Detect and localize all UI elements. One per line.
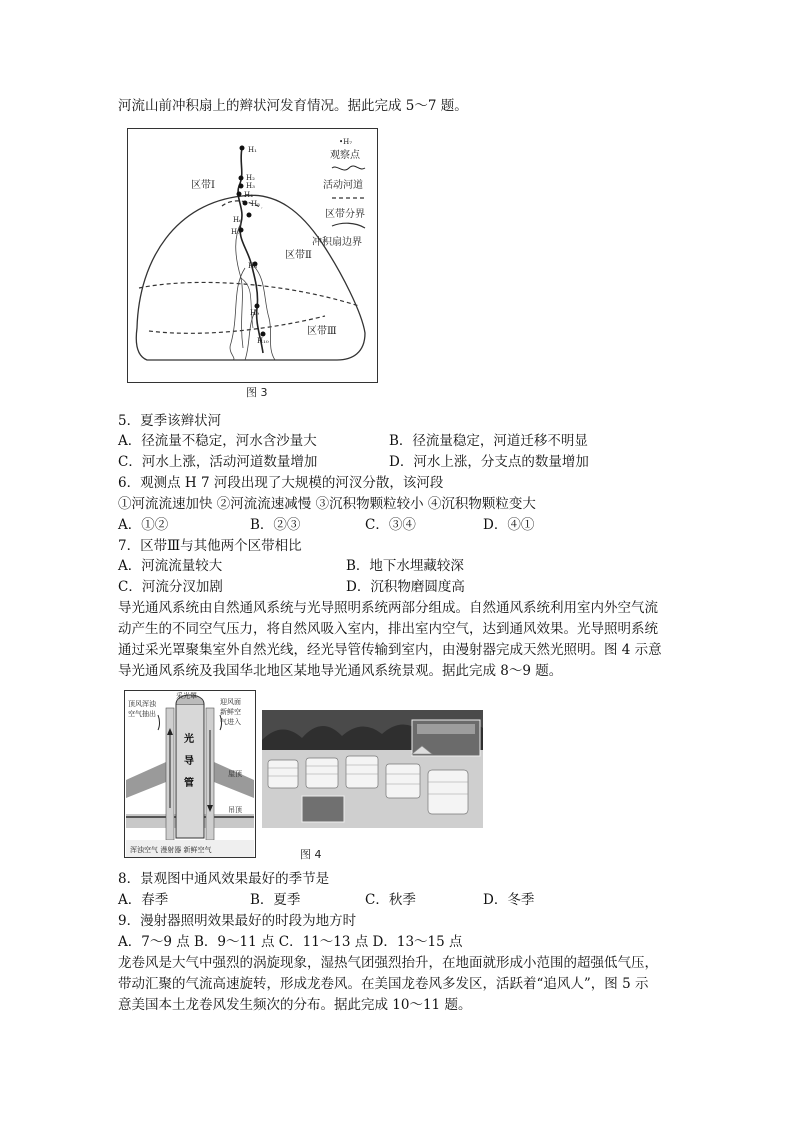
- q8-stem: 8．景观图中通风效果最好的季节是: [118, 871, 330, 887]
- passage3-line-3: 意美国本土龙卷风发生频次的分布。据此完成 10～11 题。: [118, 997, 472, 1013]
- q7-option-c: C．河流分汊加剧: [118, 579, 223, 595]
- legend-fan-boundary: 冲积扇边界: [312, 237, 362, 248]
- q7-option-b: B．地下水埋藏较深: [346, 558, 464, 574]
- q5-option-c: C．河水上涨，活动河道数量增加: [118, 454, 318, 470]
- q9-options: A．7～9 点 B．9～11 点 C．11～13 点 D．13～15 点: [118, 934, 463, 950]
- tube-label-2: 导: [184, 756, 194, 767]
- figure-4-caption: 图 4: [300, 848, 322, 861]
- q6-option-d: D．④①: [483, 517, 535, 533]
- passage3-line-1: 龙卷风是大气中强烈的涡旋现象，湿热气团强烈抬升，在地面就形成小范围的超强低气压，: [118, 955, 658, 971]
- collector-label: 采光罩: [176, 692, 197, 700]
- q8-option-d: D．冬季: [483, 892, 535, 908]
- legend-obs-symbol: •H₇: [339, 138, 353, 146]
- passage2-line-4: 导光通风系统及我国华北地区某地导光通风系统景观。据此完成 8～9 题。: [118, 663, 563, 679]
- alluvial-fan-map: [127, 128, 378, 383]
- q6-option-c: C．③④: [365, 517, 416, 533]
- point-h6: H₆: [233, 216, 242, 224]
- tube-label-1: 光: [184, 734, 194, 745]
- figure-3: [127, 128, 378, 383]
- point-h10: H₁₀: [257, 337, 269, 345]
- q7-option-a: A．河流流量较大: [118, 558, 223, 574]
- point-h2: H₂: [246, 174, 255, 182]
- left-top-label-2: 空气抽出: [128, 710, 156, 718]
- right-top-label-2: 新鲜空: [220, 708, 241, 716]
- right-top-label-3: 气进入: [220, 718, 241, 726]
- q6-option-b: B．②③: [250, 517, 301, 533]
- point-h3: H₃: [246, 182, 255, 190]
- roof-label: 屋顶: [228, 770, 242, 778]
- q5-stem: 5．夏季该辫状河: [118, 413, 222, 429]
- point-h5: H₅: [251, 200, 260, 208]
- zone-2-label: 区带Ⅱ: [285, 250, 312, 261]
- legend-zone-boundary: 区带分界: [325, 209, 365, 220]
- tube-label-3: 管: [184, 778, 194, 789]
- figure-3-caption: 图 3: [246, 386, 268, 399]
- passage2-line-1: 导光通风系统由自然通风系统与光导照明系统两部分组成。自然通风系统利用室内外空气流: [118, 600, 658, 616]
- q6-items: ①河流流速加快 ②河流流速减慢 ③沉积物颗粒较小 ④沉积物颗粒变大: [118, 496, 536, 512]
- intro-text: 河流山前冲积扇上的辫状河发育情况。据此完成 5～7 题。: [118, 98, 468, 114]
- point-h1: H₁: [248, 146, 257, 154]
- passage2-line-2: 动产生的不同空气压力，将自然风吸入室内，排出室内空气，达到通风效果。光导照明系统: [118, 621, 658, 637]
- ceiling-label: 吊顶: [228, 806, 242, 814]
- passage3-line-2: 带动汇聚的气流高速旋转，形成龙卷风。在美国龙卷风多发区，活跃着“追风人”，图 5 示: [118, 976, 649, 992]
- figure-4-photo: [262, 710, 483, 828]
- point-h4: H₄: [244, 191, 253, 199]
- q8-option-b: B．夏季: [250, 892, 301, 908]
- passage2-line-3: 通过采光罩聚集室外自然光线，经光导管传输到室内，由漫射器完成天然光照明。图 4 示意: [118, 642, 662, 658]
- right-top-label-1: 迎风面: [220, 698, 241, 706]
- q8-option-c: C．秋季: [365, 892, 416, 908]
- q7-option-d: D．沉积物磨圆度高: [346, 579, 465, 595]
- figure-4-schematic: [124, 690, 256, 858]
- point-h8: H₈: [248, 262, 257, 270]
- zone-3-label: 区带Ⅲ: [307, 326, 337, 337]
- q5-option-a: A．径流量不稳定，河水含沙量大: [118, 433, 317, 449]
- legend-channel: 活动河道: [323, 180, 363, 191]
- q5-option-d: D．河水上涨，分支点的数量增加: [389, 454, 589, 470]
- q9-stem: 9．漫射器照明效果最好的时段为地方时: [118, 913, 357, 929]
- q6-option-a: A．①②: [118, 517, 169, 533]
- zone-1-label: 区带Ⅰ: [191, 180, 215, 191]
- q5-option-b: B．径流量稳定，河道迁移不明显: [389, 433, 588, 449]
- legend-obs: 观察点: [330, 150, 360, 161]
- q7-stem: 7．区带Ⅲ与其他两个区带相比: [118, 538, 302, 554]
- point-h9: H₉: [250, 309, 259, 317]
- bottom-label: 浑浊空气 漫射器 新鲜空气: [130, 846, 212, 854]
- q6-stem: 6．观测点 H 7 河段出现了大规模的河汊分散，该河段: [118, 475, 444, 491]
- point-h7: H₇: [231, 228, 240, 236]
- q8-option-a: A．春季: [118, 892, 169, 908]
- left-top-label-1: 顶风浑浊: [128, 700, 156, 708]
